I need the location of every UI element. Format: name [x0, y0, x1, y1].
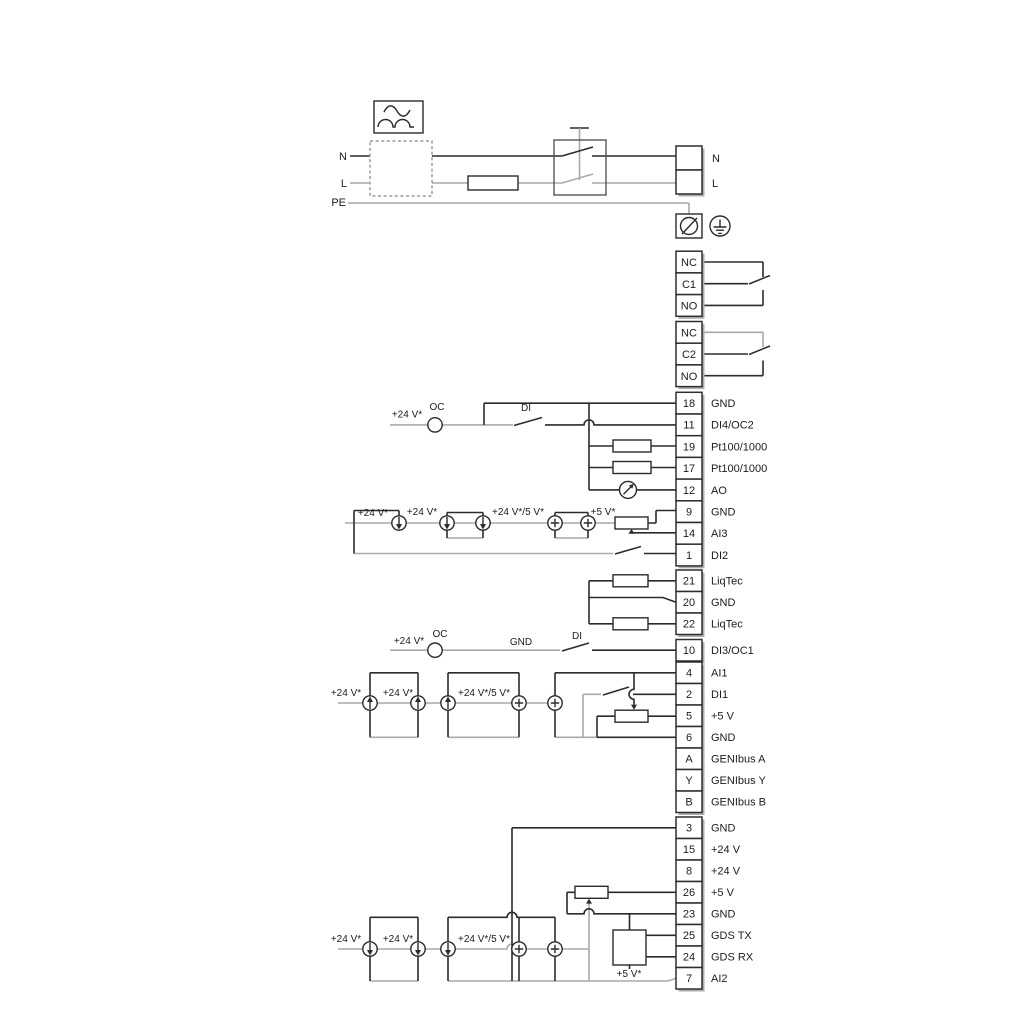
wiper-arrow-up — [629, 529, 635, 534]
terminal-label: GENIbus B — [711, 796, 767, 809]
terminal-number: 8 — [685, 865, 693, 878]
potentiometer-ai3 — [615, 517, 648, 529]
relay2-contact — [749, 346, 770, 355]
terminal-label: Pt100/1000 — [711, 463, 768, 476]
sine-wave-box — [374, 101, 423, 133]
di-label: DI — [521, 403, 531, 414]
terminal-label: AI2 — [711, 973, 728, 986]
terminal-number: 19 — [682, 441, 696, 454]
v5-label: +5 V* — [616, 969, 642, 980]
v24-label: +24 V* — [382, 934, 414, 945]
potentiometer-ai1 — [615, 710, 648, 722]
v24-label: +24 V* — [391, 409, 423, 421]
terminal-label: GND — [711, 822, 736, 835]
resistor-pt100-19 — [613, 440, 651, 452]
v24v5-label: +24 V*/5 V* — [492, 507, 544, 518]
wire — [702, 262, 763, 376]
relay1-no: NO — [680, 300, 698, 313]
v5-label: +5 V* — [590, 507, 616, 518]
terminal-number: 24 — [682, 951, 696, 964]
terminal-number: B — [685, 796, 693, 809]
v24-label: +24 V* — [406, 507, 438, 518]
terminal-label: GND — [711, 597, 736, 610]
power-section — [331, 101, 730, 238]
relay1-nc: NC — [681, 257, 697, 270]
terminal-number: 1 — [685, 549, 693, 562]
v24-label: +24 V* — [357, 508, 389, 519]
terminal-number: 21 — [682, 575, 696, 588]
v24v5-label: +24 V*/5 V* — [458, 688, 510, 699]
l-label: L — [340, 178, 347, 190]
terminal-label: DI2 — [711, 549, 729, 562]
terminal-label: +24 V — [711, 865, 741, 878]
resistor-liqtec-22 — [613, 618, 648, 630]
io-section-1 — [345, 392, 767, 568]
switch-contact-l — [562, 174, 593, 183]
potentiometer-ai2 — [575, 886, 608, 898]
terminal-number: 12 — [682, 484, 696, 497]
relay2-nc: NC — [681, 327, 697, 340]
terminal-number: 14 — [682, 528, 696, 541]
terminal-number: 3 — [685, 822, 693, 835]
terminal-number: 15 — [682, 844, 696, 857]
terminal-l-label: L — [712, 178, 719, 190]
terminal-label: GDS RX — [711, 951, 754, 964]
terminal-label: LiqTec — [711, 618, 743, 631]
terminal-number: 2 — [685, 689, 693, 702]
terminal-number: 5 — [685, 710, 693, 723]
terminal-label: AO — [711, 484, 727, 497]
terminal-label: GND — [711, 506, 736, 519]
terminal-number: 20 — [682, 597, 696, 610]
open-collector-icon — [428, 643, 442, 657]
terminal-number: 26 — [682, 887, 696, 900]
relay1-c1: C1 — [681, 278, 697, 291]
liqtec-section — [589, 570, 743, 637]
oc-label: OC — [429, 402, 445, 413]
v24-label: +24 V* — [330, 688, 362, 699]
terminal-label: GENIbus Y — [711, 775, 766, 788]
di2-switch-contact — [615, 547, 641, 555]
gnd-label: GND — [509, 637, 533, 648]
terminal-label: LiqTec — [711, 575, 743, 588]
terminal-number: 10 — [682, 645, 696, 658]
terminal-number: 23 — [682, 908, 696, 921]
di-label: DI — [572, 631, 582, 642]
terminal-number: 4 — [685, 667, 693, 680]
terminal-number: 7 — [685, 973, 693, 986]
wire — [702, 332, 763, 347]
terminal-number: 6 — [685, 732, 693, 745]
terminal-number: 11 — [683, 419, 695, 432]
terminal-number: 18 — [682, 398, 696, 410]
resistor-liqtec-21 — [613, 575, 648, 587]
terminal-number: 17 — [682, 463, 696, 476]
terminal-label: Pt100/1000 — [711, 441, 768, 454]
terminal-number: 25 — [682, 930, 696, 943]
terminal-label: AI3 — [711, 528, 728, 541]
emc-filter-box — [370, 141, 432, 196]
terminal-label: +5 V — [711, 887, 734, 900]
resistor-pt100-17 — [613, 462, 651, 474]
terminal-label: GDS TX — [711, 930, 752, 943]
terminal-label: DI3/OC1 — [711, 645, 754, 658]
wiper-arrow-up — [586, 899, 592, 904]
terminal-label: GND — [711, 732, 736, 745]
di3-switch-contact — [562, 643, 589, 651]
terminal-number: A — [685, 753, 693, 766]
terminal-label: AI1 — [711, 667, 728, 680]
relay2-no: NO — [680, 370, 698, 383]
wire — [345, 425, 615, 554]
terminal-label: GND — [711, 398, 736, 410]
terminal-label: +24 V — [711, 844, 741, 857]
open-collector-icon — [428, 418, 442, 432]
relay2-c2: C2 — [681, 349, 697, 362]
fuse-symbol — [468, 176, 518, 190]
terminal-number: Y — [685, 775, 693, 788]
terminal-label: DI4/OC2 — [711, 419, 754, 432]
di4-switch-contact — [514, 418, 542, 426]
io-section-3 — [331, 817, 754, 992]
gds-sensor-box — [613, 930, 646, 965]
terminal-label: GND — [711, 908, 736, 921]
terminal-n-label: N — [712, 153, 720, 165]
terminal-label: +5 V — [711, 710, 734, 723]
terminal-label: DI1 — [711, 689, 729, 702]
terminal-n-cell — [676, 146, 702, 170]
terminal-number: 9 — [685, 506, 693, 519]
terminal-number: 22 — [682, 618, 696, 631]
oc-label: OC — [432, 629, 448, 640]
terminal-l-cell — [676, 170, 702, 194]
wiper-arrow-down — [631, 705, 637, 710]
relay1-contact — [749, 276, 770, 285]
v24v5-label: +24 V*/5 V* — [458, 934, 510, 945]
pe-label: PE — [331, 197, 346, 209]
io-section-2 — [331, 662, 767, 815]
di1-switch-contact — [603, 687, 629, 695]
switch-contact-n — [562, 147, 593, 156]
relay-section — [676, 251, 770, 389]
n-label: N — [339, 151, 347, 163]
v24-label: +24 V* — [330, 934, 362, 945]
v24-label: +24 V* — [393, 636, 425, 647]
v24-label: +24 V* — [382, 688, 414, 699]
terminal-label: GENIbus A — [711, 753, 766, 766]
